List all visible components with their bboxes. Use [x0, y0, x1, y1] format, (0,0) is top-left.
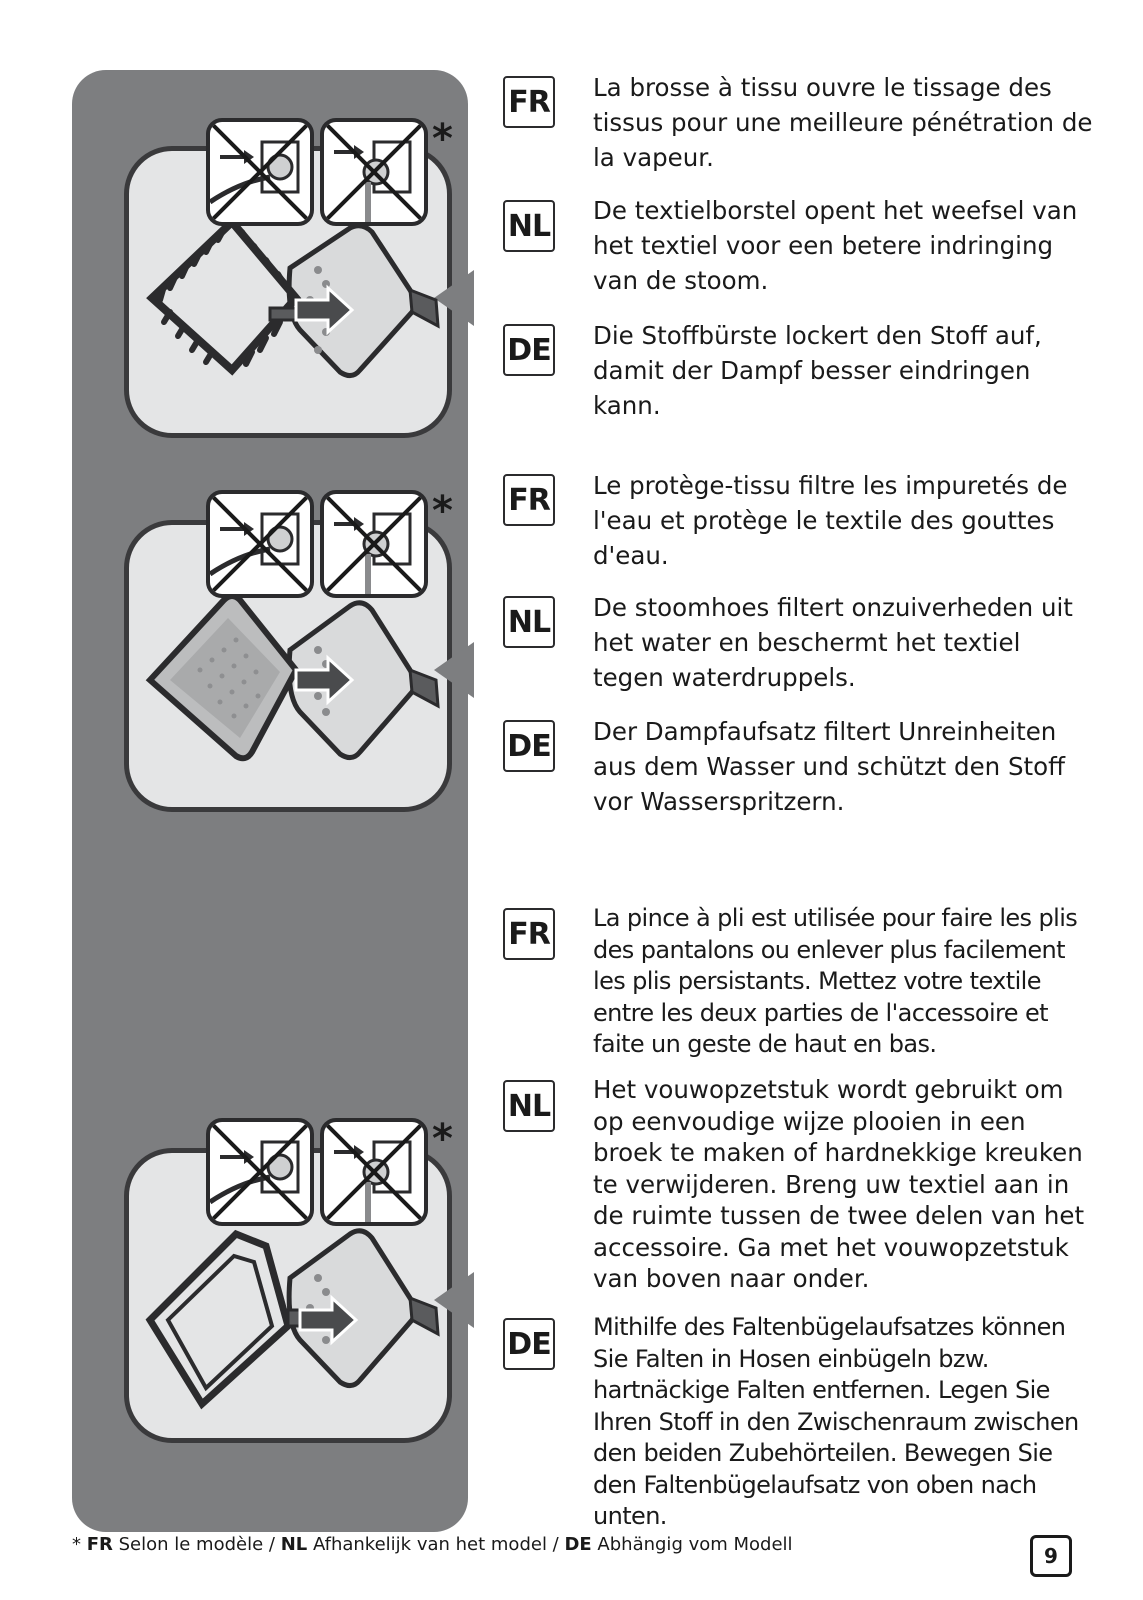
lang-badge-de: DE	[503, 720, 555, 772]
footnote-fr-text: Selon le modèle /	[112, 1534, 281, 1555]
crease-clip-text-nl: Het vouwopzetstuk wordt gebruikt om op eenvoudige wijze plooien in een broek te maken of hardnekkige kreuken te verwijderen. Breng uw textiel aan in de ruimte tussen de twee delen van het accessoire. Ga met het vouwopzetstuk van boven naar onder.	[593, 1075, 1085, 1293]
lang-badge-fr: FR	[503, 76, 555, 128]
fabric-brush-text-nl: De textielborstel opent het weefsel van het textiel voor een betere indringing van de stoom.	[593, 196, 1078, 295]
lang-badge-fr: FR	[503, 908, 555, 960]
footnote-prefix: *	[72, 1534, 87, 1555]
fabric-protector-text-de: Der Dampfaufsatz filtert Unreinheiten aus dem Wasser und schützt den Stoff vor Wasserspritzern.	[593, 717, 1066, 816]
lang-badge-de: DE	[503, 1318, 555, 1370]
lang-badge-de: DE	[503, 324, 555, 376]
footnote-nl-code: NL	[280, 1534, 308, 1555]
footnote-de-code: DE	[564, 1534, 592, 1555]
lang-badge-fr: FR	[503, 474, 555, 526]
unplugged-iron-crossed-icon	[206, 1118, 314, 1226]
page-number: 9	[1030, 1535, 1072, 1577]
asterisk-note-marker: *	[432, 116, 453, 162]
model-footnote	[72, 1534, 793, 1555]
footnote-de-text: Abhängig vom Modell	[591, 1534, 793, 1555]
fabric-brush-text-de: Die Stoffbürste lockert den Stoff auf, damit der Dampf besser eindringen kann.	[593, 321, 1042, 420]
footnote-nl-text: Afhankelijk van het model /	[307, 1534, 565, 1555]
lang-badge-nl: NL	[503, 596, 555, 648]
fabric-protector-text-fr: Le protège-tissu filtre les impuretés de l'eau et protège le textile des gouttes d'eau.	[593, 471, 1068, 570]
crease-clip-text-fr: La pince à pli est utilisée pour faire les plis des pantalons ou enlever plus facilement les plis persistants. Mettez votre textile entre les deux parties de l'accessoire et faite un geste de haut en bas.	[593, 904, 1078, 1058]
steam-hose-unplugged-crossed-icon	[320, 1118, 428, 1226]
fabric-brush-text-fr: La brosse à tissu ouvre le tissage des tissus pour une meilleure pénétration de la vapeur.	[593, 73, 1093, 172]
asterisk-note-marker: *	[432, 488, 453, 534]
footnote-fr-code: FR	[86, 1534, 113, 1555]
lang-badge-nl: NL	[503, 200, 555, 252]
lang-badge-nl: NL	[503, 1080, 555, 1132]
crease-clip-illustration	[0, 0, 470, 1460]
crease-clip-text-de: Mithilfe des Faltenbügelaufsatzes können Sie Falten in Hosen einbügeln bzw. hartnäckige Falten entfernen. Legen Sie Ihren Stoff in den Zwischenraum zwischen den beiden Zubehörteilen. Bewegen Sie den Faltenbügelaufsatz von oben nach unten.	[593, 1313, 1079, 1530]
asterisk-note-marker: *	[432, 1116, 453, 1162]
fabric-protector-text-nl: De stoomhoes filtert onzuiverheden uit het water en beschermt het textiel tegen waterdruppels.	[593, 593, 1073, 692]
